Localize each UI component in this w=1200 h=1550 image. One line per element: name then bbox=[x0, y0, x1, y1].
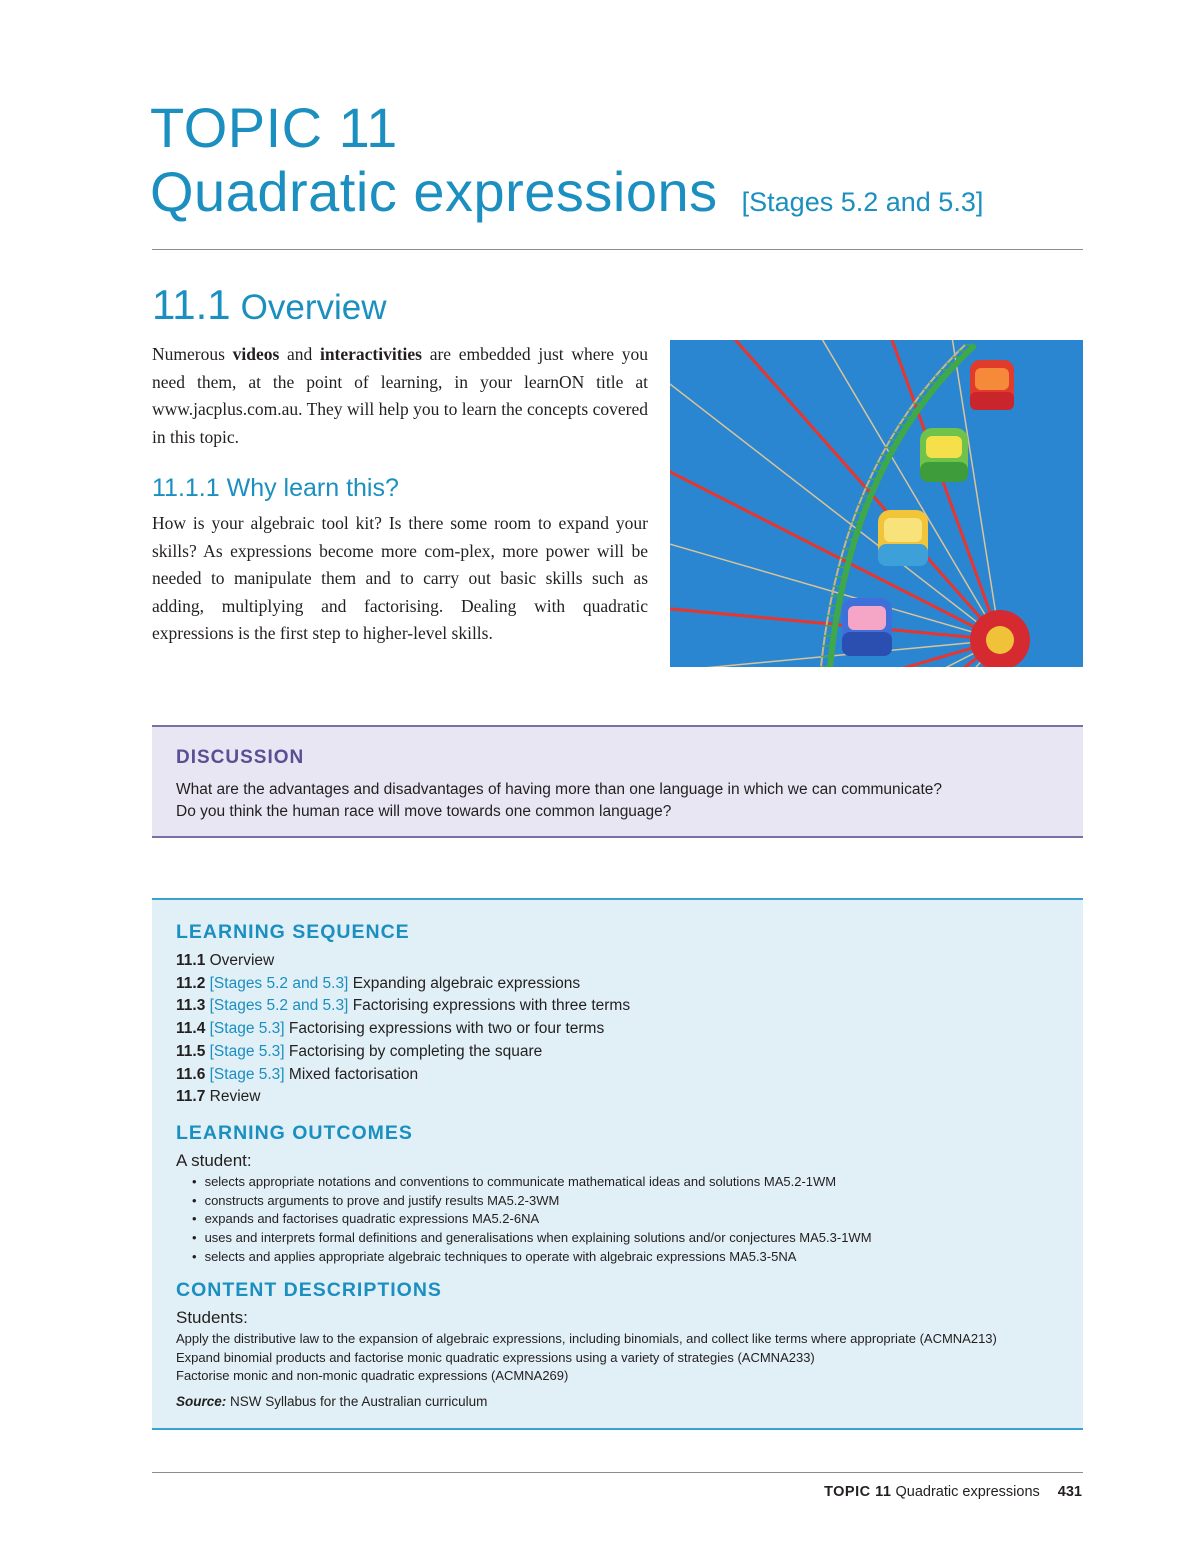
section-title: Overview bbox=[240, 288, 387, 327]
footer-rule bbox=[152, 1472, 1083, 1473]
descriptions-lead: Students: bbox=[176, 1308, 248, 1328]
outcome-item: • selects appropriate notations and conventions to communicate mathematical ideas and solutions MA5.2-1WM bbox=[192, 1173, 1066, 1192]
source-label: Source: bbox=[176, 1393, 227, 1409]
sequence-number: 11.4 bbox=[176, 1020, 206, 1038]
source-text: NSW Syllabus for the Australian curriculum bbox=[230, 1393, 488, 1409]
intro-text: are embedded just where you need them, at the point of learning, in your learnON title at www.jacplus.com.au. They will help you to learn the concepts covered in this topic. bbox=[152, 344, 649, 447]
gondola-blue bbox=[842, 598, 892, 656]
topic-stages: [Stages 5.2 and 5.3] bbox=[741, 187, 984, 217]
sequence-title: Overview bbox=[209, 952, 275, 969]
sequence-stage: [Stage 5.3] bbox=[209, 1065, 285, 1083]
sequence-number: 11.2 bbox=[176, 974, 206, 992]
sequence-stage: [Stages 5.2 and 5.3] bbox=[209, 974, 349, 992]
sequence-stage: [Stage 5.3] bbox=[209, 1042, 285, 1060]
sequence-title: Factorising by completing the square bbox=[288, 1042, 543, 1060]
footer-title: Quadratic expressions bbox=[895, 1484, 1040, 1500]
gondola-green bbox=[920, 428, 968, 482]
sequence-number: 11.1 bbox=[176, 952, 206, 969]
section-number: 11.1 bbox=[152, 281, 231, 328]
footer-topic: TOPIC 11 bbox=[824, 1484, 892, 1500]
outcome-item: • expands and factorises quadratic expressions MA5.2-6NA bbox=[192, 1210, 1066, 1229]
outcome-item: • selects and applies appropriate algebraic techniques to operate with algebraic expressions MA5.3-5NA bbox=[192, 1248, 1066, 1267]
sequence-item bbox=[176, 1086, 1066, 1109]
sequence-item bbox=[176, 1041, 1066, 1064]
discussion-box bbox=[152, 725, 1083, 838]
learning-sequence-list bbox=[176, 950, 1066, 1109]
learning-panel-content bbox=[176, 918, 1066, 1412]
topic-name: Quadratic expressions bbox=[150, 160, 718, 223]
outcomes-lead: A student: bbox=[176, 1150, 252, 1170]
sequence-title: Review bbox=[209, 1088, 261, 1106]
why-learn-paragraph: How is your algebraic tool kit? Is there some room to expand your skills? As expressions become more com-plex, more power will be needed to manipulate them and to carry out basic skills such as adding, multiplying and factorising. Dealing with quadratic expressions is the first step to higher-level skills. bbox=[152, 513, 648, 644]
content-description-item: Apply the distributive law to the expansion of algebraic expressions, including binomials, and collect like terms where appropriate (ACMNA213) bbox=[176, 1331, 997, 1347]
intro-emphasis: interactivities bbox=[319, 344, 422, 364]
intro-text: and bbox=[279, 344, 320, 364]
sequence-title: Mixed factorisation bbox=[288, 1065, 419, 1083]
intro-paragraph bbox=[152, 341, 648, 451]
sequence-number: 11.3 bbox=[176, 997, 206, 1015]
discussion-line-2: Do you think the human race will move towards one common language? bbox=[176, 803, 672, 820]
content-description-item: Expand binomial products and factorise monic quadratic expressions using a variety of strategies (ACMNA233) bbox=[176, 1349, 815, 1365]
ferris-wheel-illustration bbox=[670, 340, 1083, 667]
content-description-item: Factorise monic and non-monic quadratic expressions (ACMNA269) bbox=[176, 1368, 569, 1384]
learning-outcomes-heading: LEARNING OUTCOMES bbox=[176, 1121, 413, 1144]
topic-name-line bbox=[150, 160, 983, 234]
ferris-wheel-photo bbox=[670, 340, 1083, 667]
sequence-title: Expanding algebraic expressions bbox=[352, 974, 581, 992]
intro-emphasis: videos bbox=[232, 344, 280, 364]
intro-text: Numerous bbox=[152, 344, 233, 364]
page-number: 431 bbox=[1057, 1484, 1082, 1500]
sequence-item bbox=[176, 973, 1066, 996]
header-rule bbox=[152, 249, 1083, 250]
content-descriptions-heading: CONTENT DESCRIPTIONS bbox=[176, 1279, 442, 1302]
gondola-yellow bbox=[878, 510, 928, 566]
page-footer bbox=[824, 1484, 1082, 1500]
source-line bbox=[176, 1392, 1066, 1412]
sequence-number: 11.7 bbox=[176, 1088, 206, 1106]
section-heading bbox=[152, 280, 387, 333]
sequence-number: 11.6 bbox=[176, 1065, 206, 1083]
sequence-number: 11.5 bbox=[176, 1042, 206, 1060]
learning-sequence-heading: LEARNING SEQUENCE bbox=[176, 921, 410, 943]
content-descriptions-list bbox=[176, 1330, 1066, 1386]
topic-label: TOPIC 11 bbox=[150, 96, 398, 159]
sequence-title: Factorising expressions with two or four terms bbox=[288, 1020, 605, 1038]
discussion-line-1: What are the advantages and disadvantages of having more than one language in which we can communicate? bbox=[176, 781, 943, 798]
sequence-stage: [Stages 5.2 and 5.3] bbox=[209, 997, 349, 1015]
sequence-item bbox=[176, 950, 1066, 973]
sequence-item bbox=[176, 1064, 1066, 1087]
learning-panel bbox=[152, 898, 1083, 1430]
gondola-red bbox=[970, 360, 1014, 410]
learning-outcomes-list bbox=[176, 1173, 1066, 1267]
discussion-label: DISCUSSION bbox=[176, 747, 305, 768]
sequence-stage: [Stage 5.3] bbox=[209, 1020, 285, 1038]
sequence-title: Factorising expressions with three terms bbox=[352, 997, 631, 1015]
discussion-body bbox=[176, 779, 1066, 823]
topic-title bbox=[150, 96, 983, 234]
outcome-item: • uses and interprets formal definitions and generalisations when explaining solutions and/or conjectures MA5.3-1WM bbox=[192, 1229, 1066, 1248]
subsection-heading: 11.1.1 Why learn this? bbox=[152, 474, 399, 502]
sequence-item bbox=[176, 995, 1066, 1018]
sequence-item bbox=[176, 1018, 1066, 1041]
outcome-item: • constructs arguments to prove and justify results MA5.2-3WM bbox=[192, 1192, 1066, 1211]
